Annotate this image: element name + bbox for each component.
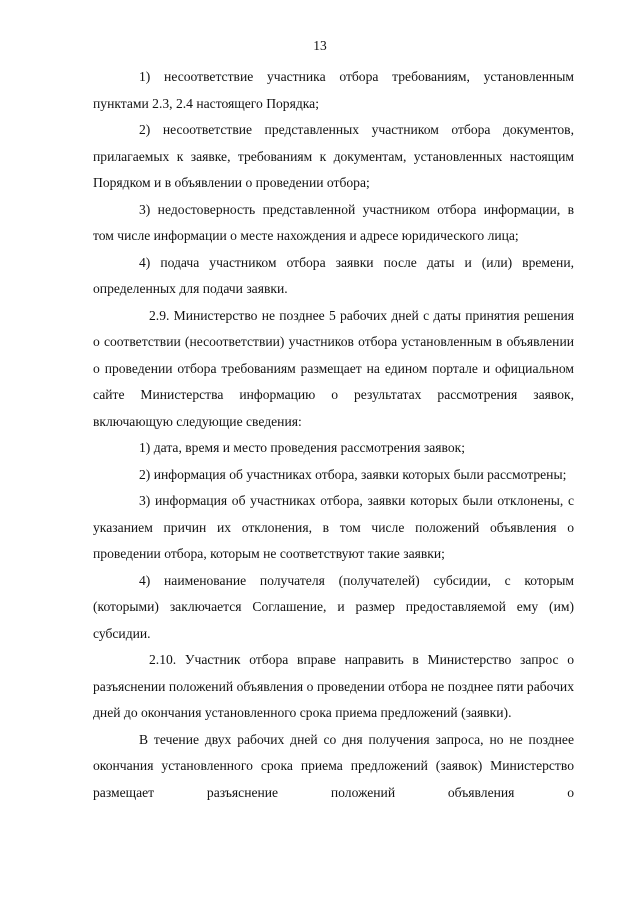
list-item-nonconformity-documents: 2) несоответствие представленных участником отбора документов, прилагаемых к заявке, требованиям к документам, установленных настоящим Порядком и в объявлении о проведении отбора; xyxy=(93,122,574,190)
list-item-rejected-participants: 3) информация об участниках отбора, заявки которых были отклонены, с указанием причин их отклонения, в том числе положений объявления о проведении отбора, которым не соответствуют такие заявки; xyxy=(93,493,574,561)
clarification-paragraph: В течение двух рабочих дней со дня получения запроса, но не позднее окончания установленного срока приема предложений (заявок) Министерство размещает разъяснение положений объявления о xyxy=(93,731,574,800)
list-item-subsidy-recipient: 4) наименование получателя (получателей) субсидии, с которым (которыми) заключается Соглашение, и размер предоставляемой ему (им) субсидии. xyxy=(93,572,574,641)
list-item-considered-participants: 2) информация об участниках отбора, заявки которых были рассмотрены; xyxy=(139,466,567,482)
section-2-9-paragraph: 2.9. Министерство не позднее 5 рабочих дней с даты принятия решения о соответствии (несоответствии) участников отбора установленным в объявлении о проведении отбора требованиям размещает на едином портале и официальном сайте Министерства информацию о результатах рассмотрения заявок, включающую следующие сведения: xyxy=(93,307,574,429)
list-item-nonconformity-requirements: 1) несоответствие участника отбора требованиям, установленным пунктами 2.3, 2.4 настоящего Порядка; xyxy=(93,69,574,111)
list-item-late-submission: 4) подача участником отбора заявки после даты и (или) времени, определенных для подачи заявки. xyxy=(93,254,574,296)
list-item-date-time-place: 1) дата, время и место проведения рассмотрения заявок; xyxy=(139,440,466,455)
page-number: 13 xyxy=(313,38,327,53)
document-body xyxy=(93,64,574,806)
section-2-10-paragraph: 2.10. Участник отбора вправе направить в Министерство запрос о разъяснении положений объявления о проведении отбора не позднее пяти рабочих дней до окончания установленного срока приема предложений (заявки). xyxy=(93,652,574,720)
list-item-unreliable-information: 3) недостоверность представленной участником отбора информации, в том числе информации о месте нахождения и адресе юридического лица; xyxy=(93,201,574,243)
